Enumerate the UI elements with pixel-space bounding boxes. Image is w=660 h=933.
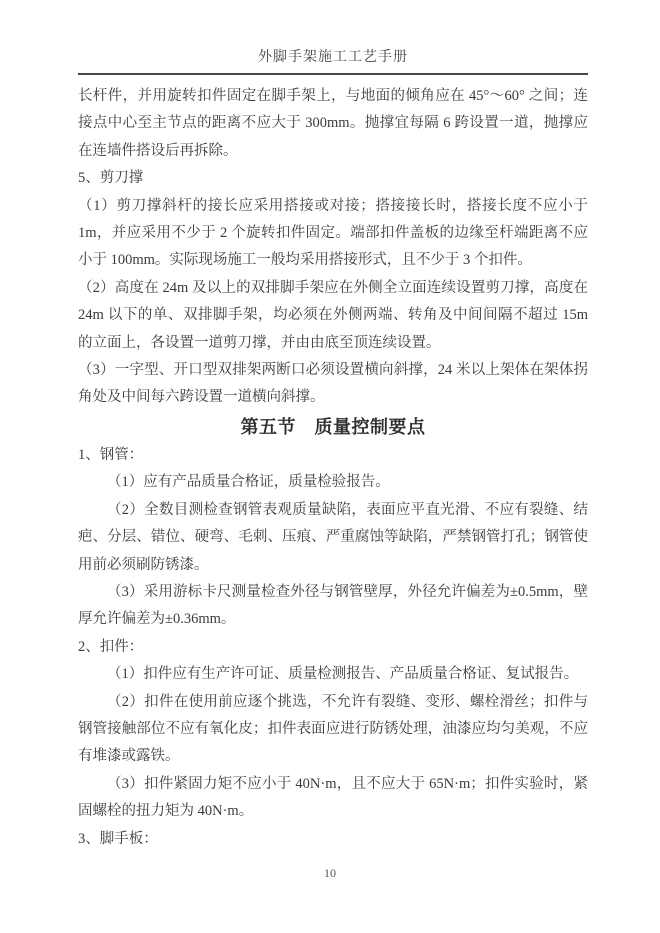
list-label-scaffold-boards: 3、脚手板：: [78, 830, 158, 847]
paragraph-couplers-3: （3）扣件紧固力矩不应小于 40N·m，且不应大于 65N·m；扣件实验时，紧固螺栓的扭力矩为 40N·m。: [78, 775, 588, 820]
paragraph-scissor-brace-2: （2）高度在 24m 及以上的双排脚手架应在外侧全立面连续设置剪刀撑，高度在 24m 以下的单、双排脚手架，均必须在外侧两端、转角及中间间隔不超过 15m 的立面上，各设置一道剪刀撑，并由由底至顶连续设置。: [78, 279, 588, 351]
page-footer: [0, 866, 660, 881]
paragraph-couplers-1: （1）扣件应有生产许可证、质量检测报告、产品质量合格证、复试报告。: [107, 666, 579, 683]
paragraph-steel-pipe-3: （3）采用游标卡尺测量检查外径与钢管壁厚，外径允许偏差为±0.5mm，壁厚允许偏差为±0.36mm。: [78, 583, 588, 628]
list-label-couplers: 2、扣件：: [78, 638, 144, 655]
paragraph-steel-pipe-2: （2）全数目测检查钢管表观质量缺陷，表面应平直光滑、不应有裂缝、结疤、分层、错位、硬弯、毛刺、压痕、严重腐蚀等缺陷，严禁钢管打孔；钢管使用前必须刷防锈漆。: [78, 501, 588, 573]
paragraph-scissor-brace-1: （1）剪刀撑斜杆的接长应采用搭接或对接；搭接接长时，搭接长度不应小于 1m，并应采用不少于 2 个旋转扣件固定。端部扣件盖板的边缘至杆端距离不应小于 100mm。实际现场施工一般均采用搭接形式，且不少于 3 个扣件。: [78, 197, 588, 269]
section-heading: 第五节 质量控制要点: [240, 416, 426, 437]
paragraph-scissor-brace-3: （3）一字型、开口型双排架两断口必须设置横向斜撑，24 米以上架体在架体拐角处及中间每六跨设置一道横向斜撑。: [78, 362, 588, 406]
paragraph-steel-pipe-1: （1）应有产品质量合格证，质量检验报告。: [107, 474, 390, 491]
list-label-scissor-brace: 5、剪刀撑: [78, 170, 144, 187]
list-label-steel-pipe: 1、钢管：: [78, 446, 144, 463]
document-body: [78, 83, 588, 853]
paragraph-couplers-2: （2）扣件在使用前应逐个挑选，不允许有裂缝、变形、螺栓滑丝；扣件与钢管接触部位不应有氧化皮；扣件表面应进行防锈处理，油漆应均匀美观，不应有堆漆或露铁。: [78, 693, 588, 765]
continued-paragraph: 长杆件，并用旋转扣件固定在脚手架上，与地面的倾角应在 45°～60° 之间；连接点中心至主节点的距离不应大于 300mm。抛撑宜每隔 6 跨设置一道，抛撑应在连墙件搭设后再拆除。: [78, 88, 588, 159]
page-header-title: 外脚手架施工工艺手册: [258, 50, 408, 65]
page-number: 10: [324, 866, 336, 880]
page-header: [78, 48, 588, 75]
